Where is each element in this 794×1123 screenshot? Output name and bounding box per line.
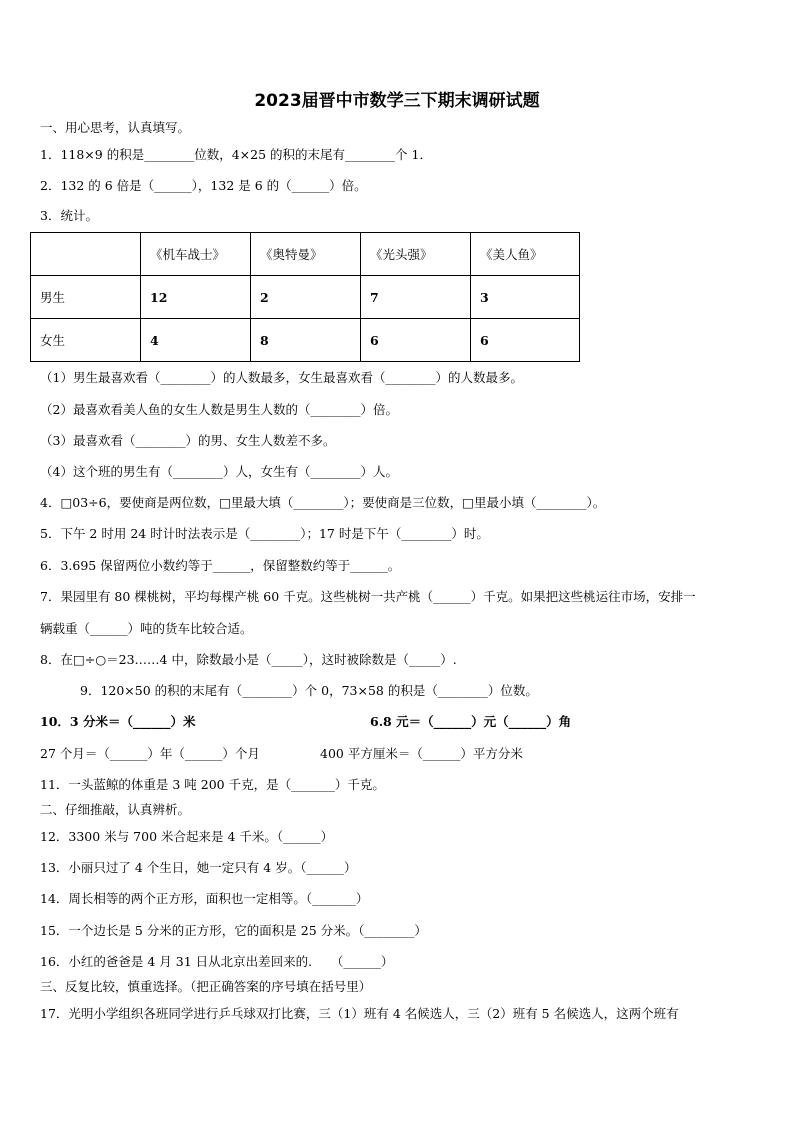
question-16: 16．小红的爸爸是 4 月 31 日从北京出差回来的. （______） <box>40 954 394 969</box>
question-15: 15．一个边长是 5 分米的正方形，它的面积是 25 分米。（________） <box>40 923 427 938</box>
question-8: 8．在□÷○＝23……4 中，除数最小是（_____），这时被除数是（_____）. <box>40 652 457 667</box>
question-3-4: （4）这个班的男生有（________）人，女生有（________）人。 <box>40 464 398 479</box>
question-7-line-2: 辆载重（______）吨的货车比较合适。 <box>40 621 253 636</box>
table-cell: 8 <box>251 319 361 362</box>
table-row <box>31 276 580 319</box>
table-header-cell: 《美人鱼》 <box>471 233 580 276</box>
question-14: 14．周长相等的两个正方形，面积也一定相等。（_______） <box>40 891 369 906</box>
question-10-d: 400 平方厘米＝（______）平方分米 <box>320 746 523 761</box>
question-1: 1．118×9 的积是________位数，4×25 的积的末尾有________个 1． <box>40 147 432 162</box>
table-cell: 6 <box>471 319 580 362</box>
question-6: 6．3.695 保留两位小数约等于______，保留整数约等于______。 <box>40 558 401 573</box>
question-5: 5．下午 2 时用 24 时计时法表示是（________）；17 时是下午（________）时。 <box>40 526 489 541</box>
section-heading-3: 三、反复比较，慎重选择。（把正确答案的序号填在括号里） <box>40 979 372 994</box>
table-row-label: 男生 <box>31 276 141 319</box>
section-heading-2: 二、仔细推敲，认真辨析。 <box>40 802 191 817</box>
question-10-b: 6.8 元＝（______）元（______）角 <box>370 714 572 729</box>
table-header-row <box>31 233 580 276</box>
table-row-label: 女生 <box>31 319 141 362</box>
table-cell: 2 <box>251 276 361 319</box>
question-4: 4．□03÷6，要使商是两位数，□里最大填（________）；要使商是三位数，□里最小填（________）。 <box>40 495 606 510</box>
question-17: 17．光明小学组织各班同学进行乒乓球双打比赛，三（1）班有 4 名候选人，三（2）班有 5 名候选人，这两个班有 <box>40 1006 679 1021</box>
table-cell <box>31 233 141 276</box>
table-cell: 3 <box>471 276 580 319</box>
question-10-a: 10．3 分米＝（______）米 <box>40 714 196 729</box>
question-12: 12．3300 米与 700 米合起来是 4 千米。（______） <box>40 829 334 844</box>
question-2: 2．132 的 6 倍是（______），132 是 6 的（______）倍。 <box>40 178 367 193</box>
question-7-line-1: 7．果园里有 80 棵桃树，平均每棵产桃 60 千克。这些桃树一共产桃（______）千克。如果把这些桃运往市场，安排一 <box>40 589 696 604</box>
question-9: 9．120×50 的积的末尾有（________）个 0，73×58 的积是（________）位数。 <box>80 683 538 698</box>
table-header-cell: 《奥特曼》 <box>251 233 361 276</box>
question-13: 13．小丽只过了 4 个生日，她一定只有 4 岁。（______） <box>40 860 357 875</box>
table-header-cell: 《光头强》 <box>361 233 471 276</box>
table-cell: 4 <box>141 319 251 362</box>
page-title: 2023届晋中市数学三下期末调研试题 <box>254 91 540 111</box>
statistics-table <box>30 232 580 362</box>
question-3-1: （1）男生最喜欢看（________）的人数最多，女生最喜欢看（________）的人数最多。 <box>40 370 523 385</box>
table-cell: 12 <box>141 276 251 319</box>
table-cell: 6 <box>361 319 471 362</box>
table-header-cell: 《机车战士》 <box>141 233 251 276</box>
question-11: 11．一头蓝鲸的体重是 3 吨 200 千克，是（_______）千克。 <box>40 777 385 792</box>
table-row <box>31 319 580 362</box>
question-10-c: 27 个月＝（______）年（______）个月 <box>40 746 260 761</box>
question-3-3: （3）最喜欢看（________）的男、女生人数差不多。 <box>40 433 336 448</box>
question-3: 3．统计。 <box>40 208 98 223</box>
question-3-2: （2）最喜欢看美人鱼的女生人数是男生人数的（________）倍。 <box>40 402 398 417</box>
table-cell: 7 <box>361 276 471 319</box>
section-heading-1: 一、用心思考，认真填写。 <box>40 120 191 135</box>
